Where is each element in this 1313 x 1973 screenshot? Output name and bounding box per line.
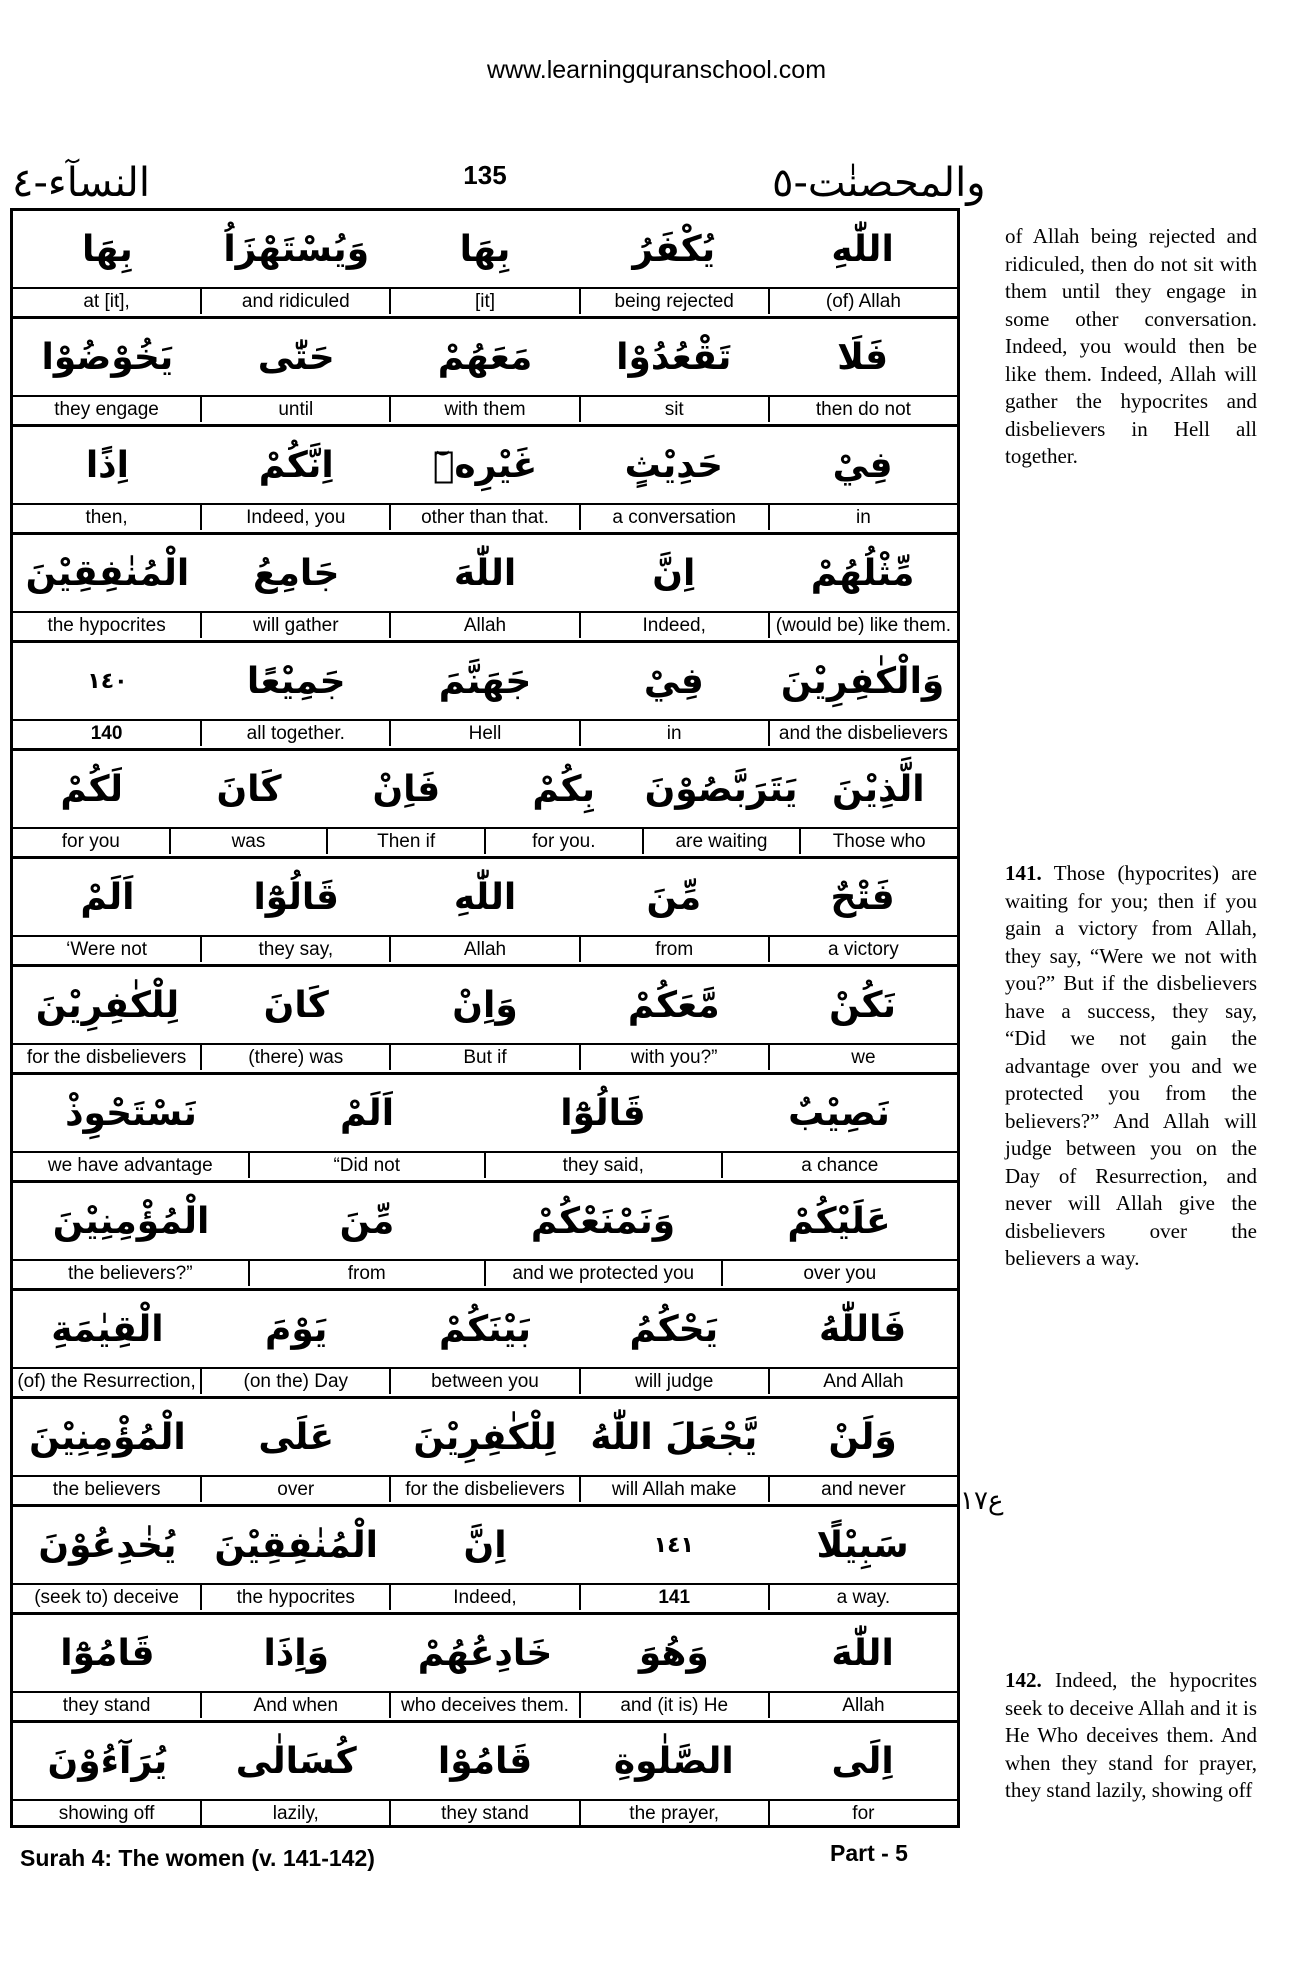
english-word: in bbox=[768, 505, 957, 530]
english-word: ‘Were not bbox=[66, 938, 148, 960]
arabic-word: الْمُنٰفِقِيْنَ bbox=[214, 1524, 379, 1566]
translation-paragraph bbox=[1005, 223, 1257, 471]
arabic-word: لِلْكٰفِرِيْنَ bbox=[35, 984, 180, 1026]
english-word: Those who bbox=[799, 829, 957, 854]
english-word: “Did not bbox=[248, 1153, 485, 1178]
english-word: at [it], bbox=[83, 290, 130, 312]
arabic-word: فَتْحٌ bbox=[830, 876, 895, 918]
verse-number: 141 bbox=[579, 1585, 768, 1610]
arabic-word: يُكْفَرُ bbox=[632, 228, 716, 270]
english-word: was bbox=[169, 829, 327, 854]
verse-row bbox=[13, 535, 957, 643]
verse-number-marker: ١٤١ bbox=[653, 1532, 694, 1558]
english-word: the hypocrites bbox=[47, 614, 166, 636]
arabic-word: نَصِيْبٌ bbox=[788, 1092, 890, 1134]
arabic-word: كَانَ bbox=[216, 768, 282, 810]
english-word: a conversation bbox=[579, 505, 768, 530]
arabic-word: اِنَّكُمْ bbox=[258, 444, 334, 486]
english-word: and ridiculed bbox=[200, 289, 389, 314]
translation-text: of Allah being rejected and ridiculed, then do not sit with them until they engage in some other conversation. Indeed, you would then be like them. Indeed, Allah will gather the hypocrites and disbelievers in Hell all together. bbox=[1005, 224, 1257, 468]
arabic-word: اللّٰهَ bbox=[831, 1632, 894, 1674]
arabic-word: يَخُوْضُوْا bbox=[41, 336, 174, 378]
english-word: over bbox=[200, 1477, 389, 1502]
english-word: the hypocrites bbox=[200, 1585, 389, 1610]
verse-ref: 141. bbox=[1005, 861, 1042, 885]
english-word: Then if bbox=[326, 829, 484, 854]
english-row bbox=[13, 397, 957, 422]
arabic-word: وَيُسْتَهْزَاُ bbox=[223, 228, 370, 270]
arabic-row bbox=[13, 1507, 957, 1585]
arabic-word: فَلَا bbox=[837, 336, 889, 378]
translation-paragraph bbox=[1005, 860, 1257, 1273]
arabic-word: حَدِيْثٍ bbox=[624, 444, 723, 486]
translation-paragraph bbox=[1005, 1667, 1257, 1805]
arabic-word: اِلَى bbox=[831, 1740, 894, 1782]
arabic-word: حَتّٰى bbox=[257, 336, 335, 378]
verse-row bbox=[13, 751, 957, 859]
english-row bbox=[13, 613, 957, 638]
arabic-word: اللّٰهَ bbox=[453, 552, 517, 594]
arabic-word: بِهَا bbox=[459, 228, 511, 270]
arabic-word: لِلْكٰفِرِيْنَ bbox=[413, 1416, 557, 1458]
verse-row bbox=[13, 1399, 957, 1507]
verse-number-marker: ١٤٠ bbox=[87, 668, 128, 694]
verse-row bbox=[13, 643, 957, 751]
english-word: are waiting bbox=[642, 829, 800, 854]
english-word: will gather bbox=[200, 613, 389, 638]
arabic-word: الْمُؤْمِنِيْنَ bbox=[52, 1200, 210, 1242]
arabic-word: فَاللّٰهُ bbox=[819, 1308, 907, 1350]
arabic-word: قَالُوْٓا bbox=[253, 876, 339, 918]
word-by-word-grid bbox=[10, 208, 960, 1828]
english-word: sit bbox=[579, 397, 768, 422]
arabic-word: جَهَنَّمَ bbox=[438, 660, 532, 702]
verse-row bbox=[13, 211, 957, 319]
english-word: the believers bbox=[52, 1478, 161, 1500]
english-word: who deceives them. bbox=[389, 1693, 578, 1718]
arabic-word: الَّذِيْنَ bbox=[832, 768, 925, 810]
arabic-word: اللّٰهِ bbox=[453, 876, 517, 918]
english-word: until bbox=[200, 397, 389, 422]
english-row bbox=[13, 1477, 957, 1502]
arabic-word: يُخٰدِعُوْنَ bbox=[38, 1524, 177, 1566]
english-word: all together. bbox=[200, 721, 389, 746]
arabic-word: فَاِنْ bbox=[372, 768, 441, 810]
english-word: a chance bbox=[721, 1153, 958, 1178]
english-word: then do not bbox=[768, 397, 957, 422]
translation-text: Those (hypocrites) are waiting for you; then if you gain a victory from Allah, they say, “Were we not with you?” But if the disbelievers have a success, they say, “Did we not gain the advantage over you and we protected you from the believers?” And Allah will judge between you on the Day of Resurrection, and never will Allah give the disbelievers over the believers a way. bbox=[1005, 861, 1258, 1270]
surah-title: النسآء-٤ bbox=[12, 160, 150, 206]
english-word: (there) was bbox=[200, 1045, 389, 1070]
english-word: for you. bbox=[484, 829, 642, 854]
arabic-word: وَاِنْ bbox=[452, 984, 518, 1026]
english-word: with them bbox=[389, 397, 578, 422]
english-word: (seek to) deceive bbox=[34, 1586, 179, 1608]
english-word: Hell bbox=[389, 721, 578, 746]
english-word: for the disbelievers bbox=[389, 1477, 578, 1502]
arabic-row bbox=[13, 211, 957, 289]
english-word: and (it is) He bbox=[579, 1693, 768, 1718]
english-word: for you bbox=[61, 830, 120, 852]
english-word: with you?” bbox=[579, 1045, 768, 1070]
english-word: over you bbox=[721, 1261, 958, 1286]
verse-number: 140 bbox=[90, 722, 123, 744]
english-word: And Allah bbox=[768, 1369, 957, 1394]
english-word: in bbox=[579, 721, 768, 746]
english-row bbox=[13, 1369, 957, 1394]
english-word: Allah bbox=[389, 613, 578, 638]
verse-row bbox=[13, 1075, 957, 1183]
english-word: Allah bbox=[768, 1693, 957, 1718]
arabic-word: تَقْعُدُوْا bbox=[616, 336, 732, 378]
arabic-word: مَعَهُمْ bbox=[437, 336, 533, 378]
arabic-word: عَلَيْكُمْ bbox=[787, 1200, 891, 1242]
english-word: a way. bbox=[768, 1585, 957, 1610]
arabic-word: غَيْرِهٖٓ bbox=[432, 444, 538, 486]
arabic-word: فِيْ bbox=[643, 660, 704, 702]
arabic-word: يُرَآءُوْنَ bbox=[47, 1740, 168, 1782]
arabic-word: الْمُؤْمِنِيْنَ bbox=[29, 1416, 186, 1458]
english-row bbox=[13, 1045, 957, 1070]
english-word: a victory bbox=[768, 937, 957, 962]
arabic-row bbox=[13, 1615, 957, 1693]
arabic-word: بِكُمْ bbox=[532, 768, 596, 810]
arabic-word: وَنَمْنَعْكُمْ bbox=[530, 1200, 676, 1242]
english-word: we have advantage bbox=[47, 1154, 213, 1176]
arabic-word: قَامُوْٓا bbox=[60, 1632, 155, 1674]
arabic-row bbox=[13, 967, 957, 1045]
arabic-word: وَاِذَا bbox=[263, 1632, 329, 1674]
arabic-row bbox=[13, 1183, 957, 1261]
arabic-word: خَادِعُهُمْ bbox=[417, 1632, 553, 1674]
english-word: Indeed, bbox=[389, 1585, 578, 1610]
english-word: and we protected you bbox=[484, 1261, 721, 1286]
arabic-row bbox=[13, 643, 957, 721]
arabic-row bbox=[13, 1291, 957, 1369]
english-word: lazily, bbox=[200, 1801, 389, 1826]
arabic-word: يَّجْعَلَ اللّٰهُ bbox=[590, 1416, 758, 1458]
arabic-word: الْمُنٰفِقِيْنَ bbox=[25, 552, 190, 594]
english-word: will Allah make bbox=[579, 1477, 768, 1502]
english-word: they say, bbox=[200, 937, 389, 962]
verse-row bbox=[13, 859, 957, 967]
verse-row bbox=[13, 967, 957, 1075]
arabic-word: كَانَ bbox=[263, 984, 329, 1026]
arabic-row bbox=[13, 1399, 957, 1477]
arabic-row bbox=[13, 535, 957, 613]
arabic-row bbox=[13, 859, 957, 937]
english-word: (would be) like them. bbox=[768, 613, 957, 638]
arabic-row bbox=[13, 427, 957, 505]
arabic-word: كُسَالٰى bbox=[235, 1740, 357, 1782]
english-word: they stand bbox=[62, 1694, 151, 1716]
verse-ref: 142. bbox=[1005, 1668, 1042, 1692]
verse-row bbox=[13, 1615, 957, 1723]
english-word: [it] bbox=[389, 289, 578, 314]
english-word: for bbox=[768, 1801, 957, 1826]
footer-surah: Surah 4: The women (v. 141-142) bbox=[20, 1845, 375, 1871]
arabic-word: جَامِعُ bbox=[253, 552, 340, 594]
english-word: other than that. bbox=[389, 505, 578, 530]
arabic-word: مَّعَكُمْ bbox=[627, 984, 720, 1026]
verse-row bbox=[13, 1507, 957, 1615]
english-row bbox=[13, 1801, 957, 1826]
english-word: from bbox=[248, 1261, 485, 1286]
arabic-word: وَهُوَ bbox=[638, 1632, 709, 1674]
english-word: they engage bbox=[54, 398, 159, 420]
english-word: Indeed, bbox=[579, 613, 768, 638]
verse-row bbox=[13, 1183, 957, 1291]
arabic-word: قَامُوْا bbox=[437, 1740, 533, 1782]
arabic-word: بِهَا bbox=[82, 228, 133, 270]
arabic-word: اِنَّ bbox=[463, 1524, 507, 1566]
arabic-word: اللّٰهِ bbox=[831, 228, 894, 270]
english-word: the prayer, bbox=[579, 1801, 768, 1826]
english-word: But if bbox=[389, 1045, 578, 1070]
page-number: 135 bbox=[463, 160, 507, 190]
verse-row bbox=[13, 1291, 957, 1399]
verse-row bbox=[13, 1723, 957, 1825]
arabic-word: اِنَّ bbox=[652, 552, 696, 594]
footer-part: Part - 5 bbox=[830, 1840, 908, 1866]
arabic-word: وَالْكٰفِرِيْنَ bbox=[780, 660, 945, 702]
arabic-word: فِيْ bbox=[832, 444, 893, 486]
english-word: from bbox=[579, 937, 768, 962]
arabic-word: يَوْمَ bbox=[264, 1308, 328, 1350]
arabic-row bbox=[13, 319, 957, 397]
english-word: then, bbox=[85, 506, 128, 528]
arabic-word: اَلَمْ bbox=[339, 1092, 395, 1134]
english-word: they said, bbox=[484, 1153, 721, 1178]
english-word: showing off bbox=[58, 1802, 155, 1824]
english-row bbox=[13, 505, 957, 530]
english-row bbox=[13, 289, 957, 314]
english-word: (of) Allah bbox=[768, 289, 957, 314]
english-word: they stand bbox=[389, 1801, 578, 1826]
verse-row bbox=[13, 427, 957, 535]
arabic-word: لَكُمْ bbox=[60, 768, 124, 810]
verse-row bbox=[13, 319, 957, 427]
english-word: (of) the Resurrection, bbox=[17, 1370, 196, 1392]
arabic-word: مِّنَ bbox=[339, 1200, 395, 1242]
arabic-word: اِذًا bbox=[85, 444, 129, 486]
arabic-word: الصَّلٰوةِ bbox=[613, 1740, 734, 1782]
english-word: being rejected bbox=[579, 289, 768, 314]
english-word: we bbox=[768, 1045, 957, 1070]
arabic-word: عَلَى bbox=[258, 1416, 335, 1458]
english-word: for the disbelievers bbox=[26, 1046, 187, 1068]
english-row bbox=[13, 1153, 957, 1178]
arabic-word: نَكُنْ bbox=[829, 984, 897, 1026]
english-word: And when bbox=[200, 1693, 389, 1718]
english-word: will judge bbox=[579, 1369, 768, 1394]
arabic-word: وَلَنْ bbox=[828, 1416, 897, 1458]
translation-text: Indeed, the hypocrites seek to deceive Allah and it is He Who deceives them. And when they stand for prayer, they stand lazily, showing off bbox=[1005, 1668, 1257, 1802]
arabic-row bbox=[13, 1075, 957, 1153]
arabic-word: اَلَمْ bbox=[80, 876, 135, 918]
arabic-word: يَتَرَبَّصُوْنَ bbox=[644, 768, 798, 810]
english-row bbox=[13, 721, 957, 746]
english-row bbox=[13, 829, 957, 854]
arabic-word: يَحْكُمُ bbox=[629, 1308, 719, 1350]
arabic-word: جَمِيْعًا bbox=[246, 660, 346, 702]
english-word: (on the) Day bbox=[200, 1369, 389, 1394]
english-word: the believers?” bbox=[67, 1262, 193, 1284]
arabic-word: الْقِيٰمَةِ bbox=[51, 1308, 164, 1350]
arabic-word: نَسْتَحْوِذْ bbox=[65, 1092, 197, 1134]
arabic-word: مِّثْلُهُمْ bbox=[810, 552, 915, 594]
english-row bbox=[13, 1585, 957, 1610]
juz-title: والمحصنٰت-٥ bbox=[772, 160, 986, 206]
english-row bbox=[13, 1261, 957, 1286]
english-word: between you bbox=[389, 1369, 578, 1394]
arabic-word: سَبِيْلًا bbox=[816, 1524, 909, 1566]
arabic-word: بَيْنَكُمْ bbox=[438, 1308, 532, 1350]
english-word: Indeed, you bbox=[200, 505, 389, 530]
arabic-row bbox=[13, 751, 957, 829]
arabic-row bbox=[13, 1723, 957, 1801]
ruku-marker: ع١٧ bbox=[960, 1486, 1004, 1516]
english-word: and never bbox=[768, 1477, 957, 1502]
english-word: Allah bbox=[389, 937, 578, 962]
english-row bbox=[13, 1693, 957, 1718]
website-url[interactable]: www.learningquranschool.com bbox=[486, 56, 827, 84]
english-row bbox=[13, 937, 957, 962]
arabic-word: قَالُوْٓا bbox=[560, 1092, 646, 1134]
arabic-word: مِّنَ bbox=[646, 876, 702, 918]
english-word: and the disbelievers bbox=[768, 721, 957, 746]
